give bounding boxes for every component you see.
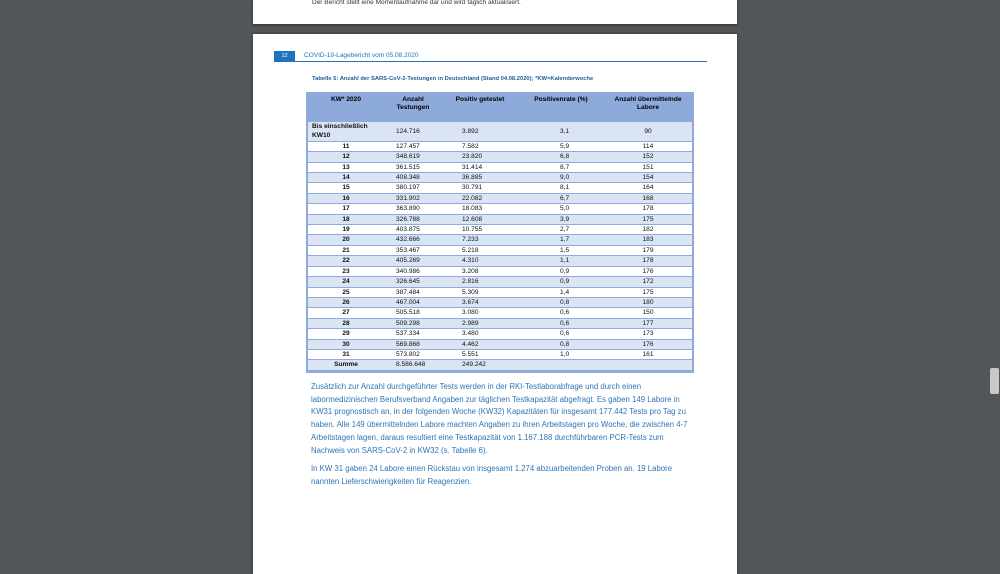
table-cell: 180 xyxy=(604,297,692,307)
table-cell: 114 xyxy=(604,141,692,151)
table-row xyxy=(308,122,692,141)
table-cell: 14 xyxy=(308,173,384,183)
column-header: Positiv getestet xyxy=(442,94,518,122)
scrollbar-thumb[interactable] xyxy=(990,368,999,394)
table-cell: 1,5 xyxy=(518,245,604,255)
table-cell: 348.619 xyxy=(384,152,442,162)
table-cell: 432.666 xyxy=(384,235,442,245)
table-cell: 16 xyxy=(308,193,384,203)
table-row xyxy=(308,287,692,297)
table-cell: 22.082 xyxy=(442,193,518,203)
table-cell: 3.080 xyxy=(442,308,518,318)
table-caption: Tabelle 5: Anzahl der SARS-CoV-2-Testungen in Deutschland (Stand 04.08.2020); *KW=Kalenderwoche xyxy=(312,76,594,82)
table-row xyxy=(308,214,692,224)
table-cell: 168 xyxy=(604,193,692,203)
table-cell: 8,7 xyxy=(518,162,604,172)
table-cell: 30 xyxy=(308,339,384,349)
table-row xyxy=(308,308,692,318)
table-cell: 175 xyxy=(604,214,692,224)
table-row xyxy=(308,297,692,307)
table-cell: 178 xyxy=(604,204,692,214)
table-cell: 18 xyxy=(308,214,384,224)
table-cell: 30.791 xyxy=(442,183,518,193)
table-cell: 23 xyxy=(308,266,384,276)
table-cell: 361.515 xyxy=(384,162,442,172)
table-cell: 15 xyxy=(308,183,384,193)
table-cell: 403.875 xyxy=(384,225,442,235)
table-cell: 408.348 xyxy=(384,173,442,183)
table-cell: 1,0 xyxy=(518,349,604,359)
table-cell: 573.802 xyxy=(384,349,442,359)
table-row xyxy=(308,318,692,328)
table-cell: 8.586.648 xyxy=(384,360,442,370)
table-cell: 3.892 xyxy=(442,122,518,141)
table-cell: 8,1 xyxy=(518,183,604,193)
table-cell: 161 xyxy=(604,349,692,359)
table-cell: 17 xyxy=(308,204,384,214)
table-cell: 24 xyxy=(308,277,384,287)
table-cell: Summe xyxy=(308,360,384,370)
table-cell: 22 xyxy=(308,256,384,266)
table-cell: 23.820 xyxy=(442,152,518,162)
table-cell xyxy=(604,360,692,370)
table-cell: 4.462 xyxy=(442,339,518,349)
table-cell: 0,9 xyxy=(518,277,604,287)
table-cell: 28 xyxy=(308,318,384,328)
table-cell: 363.890 xyxy=(384,204,442,214)
table-cell: 176 xyxy=(604,339,692,349)
table-cell: 179 xyxy=(604,245,692,255)
table-cell: 19 xyxy=(308,225,384,235)
table-cell: 36.885 xyxy=(442,173,518,183)
previous-page-text: Der Bericht stellt eine Momentaufnahme dar und wird täglich aktualisiert. xyxy=(312,0,521,6)
table-cell: 249.242 xyxy=(442,360,518,370)
table-row xyxy=(308,183,692,193)
table-cell: 509.298 xyxy=(384,318,442,328)
table-cell: 4.310 xyxy=(442,256,518,266)
table-cell: 2.816 xyxy=(442,277,518,287)
table-cell: 6,8 xyxy=(518,152,604,162)
table-cell: 0,6 xyxy=(518,308,604,318)
table-cell: 0,8 xyxy=(518,339,604,349)
table-cell: 25 xyxy=(308,287,384,297)
paragraph-test-capacity: Zusätzlich zur Anzahl durchgeführter Tests werden in der RKI-Testlaborabfrage und durch einen labormedizinischen Berufsverband Angaben zur täglichen Testkapazität abgefragt. Es gaben 149 Labore in KW31 prognostisch an, in der folgenden Woche (KW32) Kapazitäten für insgesamt 177.442 Tests pro Tag zu haben. Alle 149 übermittelnden Labore machten Angaben zu ihren Arbeitstagen pro Woche, die zwischen 4-7 Arbeitstagen lagen, daraus resultiert eine Testkapazität von 1.167.188 durchführbaren PCR-Tests zum Nachweis von SARS-CoV-2 in KW32 (s. Tabelle 6). xyxy=(311,382,688,455)
table-row xyxy=(308,339,692,349)
table-cell: 405.269 xyxy=(384,256,442,266)
table-cell: 6,7 xyxy=(518,193,604,203)
table-cell: 537.334 xyxy=(384,329,442,339)
table-cell: 569.868 xyxy=(384,339,442,349)
document-page xyxy=(253,34,737,574)
table-cell: 177 xyxy=(604,318,692,328)
table-cell: 505.518 xyxy=(384,308,442,318)
table-row xyxy=(308,204,692,214)
column-header: KW* 2020 xyxy=(308,94,384,122)
table-cell: 7.233 xyxy=(442,235,518,245)
table-cell: 18.083 xyxy=(442,204,518,214)
column-header: Anzahl Testungen xyxy=(384,94,442,122)
table-row xyxy=(308,235,692,245)
report-title: COVID-19-Lagebericht vom 05.08.2020 xyxy=(304,52,419,59)
table-cell: 467.004 xyxy=(384,297,442,307)
table-cell: 5,9 xyxy=(518,141,604,151)
table-cell: 90 xyxy=(604,122,692,141)
table-cell: 173 xyxy=(604,329,692,339)
table-cell: 21 xyxy=(308,245,384,255)
table-cell: 127.457 xyxy=(384,141,442,151)
table-cell: 7.582 xyxy=(442,141,518,151)
table-cell: 176 xyxy=(604,266,692,276)
testing-table xyxy=(306,92,694,373)
table-cell: 1,7 xyxy=(518,235,604,245)
table-row xyxy=(308,277,692,287)
table-row xyxy=(308,225,692,235)
table-cell: 13 xyxy=(308,162,384,172)
table-cell: 151 xyxy=(604,162,692,172)
table-row xyxy=(308,256,692,266)
table-cell: 5.218 xyxy=(442,245,518,255)
table-cell: 152 xyxy=(604,152,692,162)
table-cell: 12 xyxy=(308,152,384,162)
table-cell: 26 xyxy=(308,297,384,307)
table-cell: 10.755 xyxy=(442,225,518,235)
table-row xyxy=(308,349,692,359)
table-row xyxy=(308,141,692,151)
table-row xyxy=(308,360,692,370)
table-cell: Bis einschließlich KW10 xyxy=(308,122,384,141)
table-cell: 154 xyxy=(604,173,692,183)
table-cell: 331.902 xyxy=(384,193,442,203)
table-row xyxy=(308,266,692,276)
table-cell: 3.674 xyxy=(442,297,518,307)
table-cell: 3.208 xyxy=(442,266,518,276)
previous-page xyxy=(253,0,737,24)
table-cell: 1,4 xyxy=(518,287,604,297)
table-cell: 11 xyxy=(308,141,384,151)
table-cell: 178 xyxy=(604,256,692,266)
table-cell: 3,9 xyxy=(518,214,604,224)
table-row xyxy=(308,152,692,162)
table-cell: 353.467 xyxy=(384,245,442,255)
table-cell: 2,7 xyxy=(518,225,604,235)
table-row xyxy=(308,193,692,203)
table-cell: 3,1 xyxy=(518,122,604,141)
table-cell: 183 xyxy=(604,235,692,245)
column-header: Anzahl übermittelnde Labore xyxy=(604,94,692,122)
table-cell: 5,0 xyxy=(518,204,604,214)
table-cell: 0,8 xyxy=(518,297,604,307)
table-cell: 31.414 xyxy=(442,162,518,172)
table-cell: 326.788 xyxy=(384,214,442,224)
table-cell: 5.309 xyxy=(442,287,518,297)
paragraph-backlog: In KW 31 gaben 24 Labore einen Rückstau von insgesamt 1.274 abzuarbeitenden Proben an. 19 Labore nannten Lieferschwierigkeiten für Reagenzien. xyxy=(311,464,673,486)
table-cell: 387.484 xyxy=(384,287,442,297)
table-header-row xyxy=(308,94,692,122)
table-cell: 20 xyxy=(308,235,384,245)
table-cell: 172 xyxy=(604,277,692,287)
table-cell: 12.608 xyxy=(442,214,518,224)
table-cell: 31 xyxy=(308,349,384,359)
table-cell: 1,1 xyxy=(518,256,604,266)
header-divider xyxy=(274,61,707,62)
table-row xyxy=(308,329,692,339)
table-cell: 150 xyxy=(604,308,692,318)
table-cell: 0,6 xyxy=(518,318,604,328)
table-cell: 29 xyxy=(308,329,384,339)
table-cell: 3.480 xyxy=(442,329,518,339)
column-header: Positivenrate (%) xyxy=(518,94,604,122)
table-cell: 380.197 xyxy=(384,183,442,193)
table-cell: 0,6 xyxy=(518,329,604,339)
table-cell: 175 xyxy=(604,287,692,297)
table-cell: 27 xyxy=(308,308,384,318)
table-row xyxy=(308,245,692,255)
table-cell: 164 xyxy=(604,183,692,193)
page-number: 12 xyxy=(274,51,295,61)
table-row xyxy=(308,173,692,183)
table-cell: 9,0 xyxy=(518,173,604,183)
table-cell xyxy=(518,360,604,370)
table-cell: 340.986 xyxy=(384,266,442,276)
table-row xyxy=(308,162,692,172)
table-cell: 124.716 xyxy=(384,122,442,141)
table-cell: 2.989 xyxy=(442,318,518,328)
table-cell: 5.551 xyxy=(442,349,518,359)
table-cell: 0,9 xyxy=(518,266,604,276)
table-cell: 326.645 xyxy=(384,277,442,287)
table-cell: 182 xyxy=(604,225,692,235)
